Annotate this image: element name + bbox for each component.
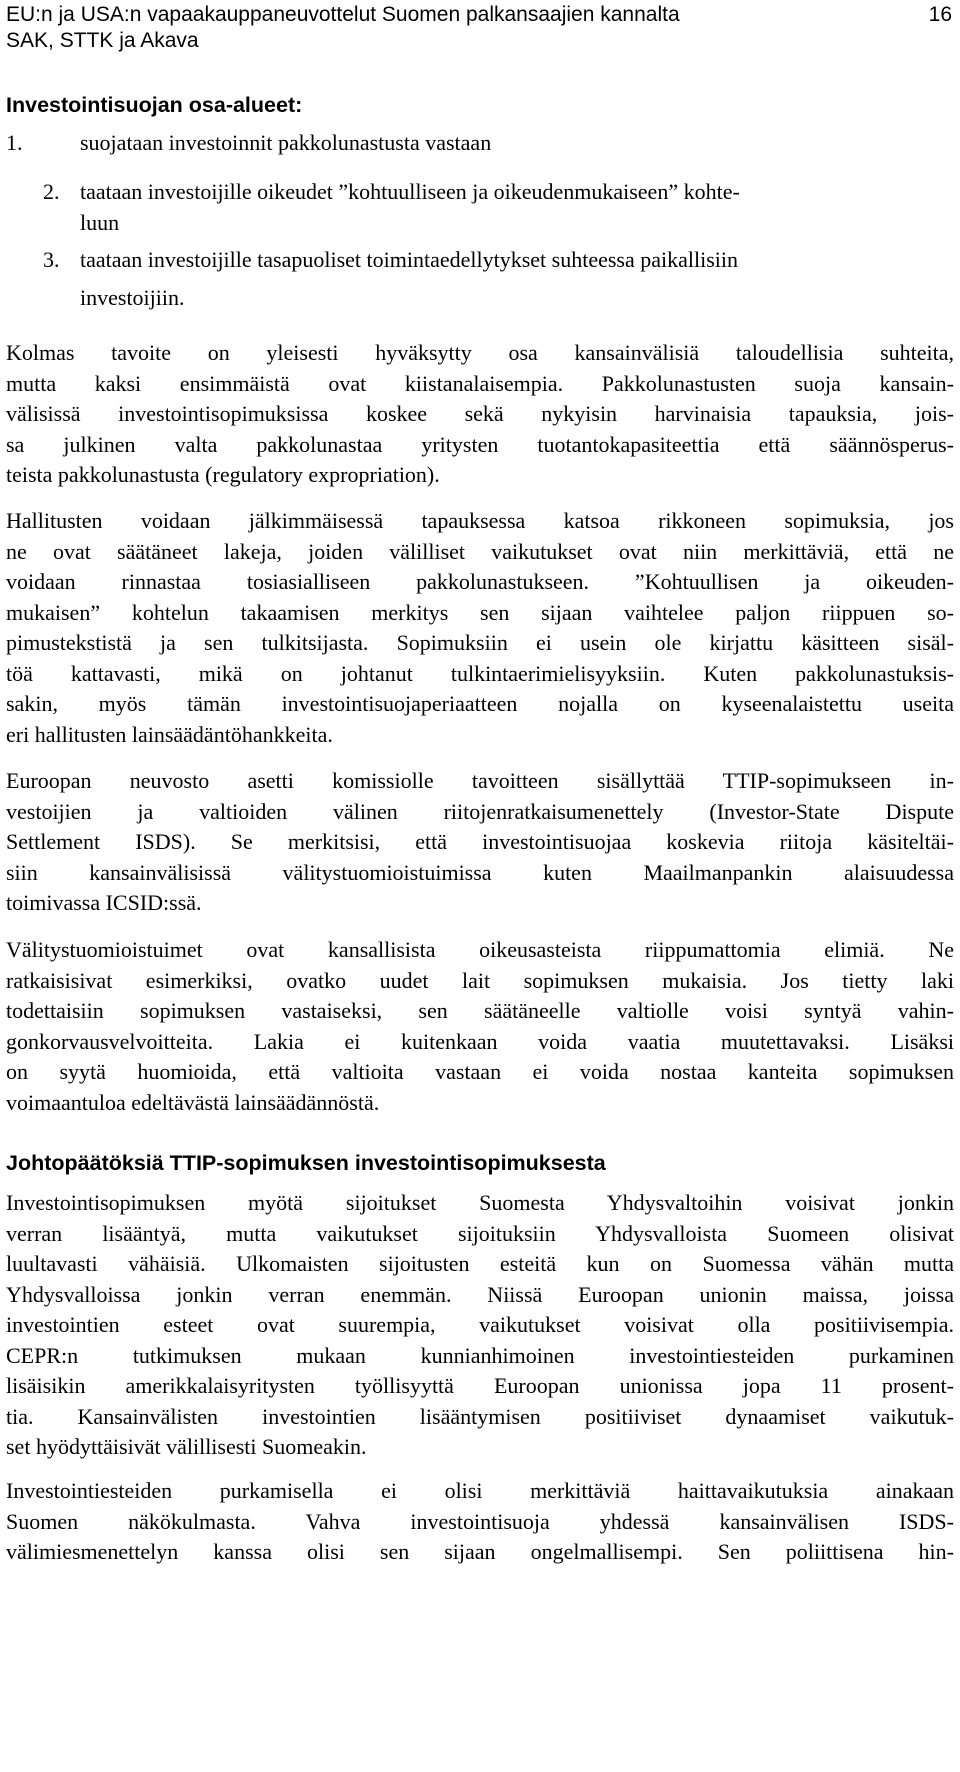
text-line: lisäisikin amerikkalaisyritysten työllisyyttä Euroopan unionissa jopa 11 prosent- [6,1373,954,1398]
text-line: sa julkinen valta pakkolunastaa yritysten tuotantokapasiteettia että säännösperus- [6,431,954,457]
header-organizations: SAK, STTK ja Akava [6,29,199,52]
text-line: verran lisääntyä, mutta vaikutukset sijoituksiin Yhdysvalloista Suomeen olisivat [6,1220,954,1246]
page-number: 16 [928,3,952,26]
text-line: Hallitusten voidaan jälkimmäisessä tapauksessa katsoa rikkoneen sopimuksia, jos [6,508,954,533]
text-line: tia. Kansainvälisten investointien lisääntymisen positiiviset dynaamiset vaikutuk- [6,1403,954,1429]
text-line: siin kansainvälisissä välitystuomioistuimissa kuten Maailmanpankin alaisuudessa [6,859,954,885]
text-line: investointien esteet ovat suurempia, vaikutukset voisivat olla positiivisempia. [6,1312,954,1337]
paragraph [6,1476,954,1568]
list-item-text: suojataan investoinnit pakkolunastusta vastaan [80,130,492,155]
section-heading-investment-protection: Investointisuojan osa-alueet: [6,93,303,117]
text-line: gonkorvausvelvoitteita. Lakia ei kuitenkaan voida vaatia muutettavaksi. Lisäksi [6,1028,954,1054]
list-item [43,177,740,208]
paragraph [6,935,954,1118]
list-item [43,245,738,276]
text-line: eri hallitusten lainsäädäntöhankkeita. [6,721,333,747]
text-line: mukaisen” kohtelun takaamisen merkitys sen sijaan vaihtelee paljon riippuen so- [6,599,954,625]
text-line: mutta kaksi ensimmäistä ovat kiistanalaisempia. Pakkolunastusten suoja kansain- [6,370,954,396]
text-line: Investointisopimuksen myötä sijoitukset Suomesta Yhdysvaltoihin voisivat jonkin [6,1190,954,1215]
section-heading-conclusions: Johtopäätöksiä TTIP-sopimuksen investointisopimuksesta [6,1151,606,1175]
text-line: Investointiesteiden purkamisella ei olisi merkittäviä haittavaikutuksia ainakaan [6,1478,954,1503]
list-item-text: taataan investoijille tasapuoliset toimintaedellytykset suhteessa paikallisiin [80,247,739,272]
text-line: on syytä huomioida, että valtioita vastaan ei voida nostaa kanteita sopimuksen [6,1059,954,1084]
text-line: Euroopan neuvosto asetti komissiolle tavoitteen sisällyttää TTIP-sopimukseen in- [6,768,954,793]
text-line: luultavasti vähäisiä. Ulkomaisten sijoitusten esteitä kun on Suomessa vähän mutta [6,1251,954,1276]
list-item-text: taataan investoijille oikeudet ”kohtuulliseen ja oikeudenmukaiseen” kohte- [80,179,740,204]
paragraph [6,338,954,491]
list-item-continuation: luun [80,210,120,235]
text-line: voidaan rinnastaa tosiasialliseen pakkolunastukseen. ”Kohtuullisen ja oikeuden- [6,569,954,594]
text-line: vestoijien ja valtioiden välinen riitojenratkaisumenettely (Investor-State Dispute [6,798,954,824]
paragraph [6,766,954,919]
text-line: välimiesmenettelyn kanssa olisi sen sijaan ongelmallisempi. Sen poliittisena hin- [6,1539,954,1564]
page-header [6,2,946,54]
text-line: Välitystuomioistuimet ovat kansallisista oikeusasteista riippumattomia elimiä. Ne [6,937,954,962]
list-item-continuation: investoijiin. [80,285,185,310]
text-line: toimivassa ICSID:ssä. [6,890,202,915]
text-line: Kolmas tavoite on yleisesti hyväksytty osa kansainvälisiä taloudellisia suhteita, [6,340,954,365]
text-line: CEPR:n tutkimuksen mukaan kunnianhimoinen investointiesteiden purkaminen [6,1342,954,1368]
text-line: ne ovat säätäneet lakeja, joiden välilliset vaikutukset ovat niin merkittäviä, että ne [6,538,954,564]
list-item-number: 1. [6,130,23,155]
text-line: Settlement ISDS). Se merkitsisi, että investointisuojaa koskevia riitoja käsiteltäi- [6,829,954,854]
text-line: pimustekstistä ja sen tulkitsijasta. Sopimuksiin ei usein ole kirjattu käsitteen sisäl- [6,630,954,655]
text-line: ratkaisisivat esimerkiksi, ovatko uudet lait sopimuksen mukaisia. Jos tietty laki [6,967,954,993]
text-line: töä kattavasti, mikä on johtanut tulkintaerimielisyyksiin. Kuten pakkolunastuksis- [6,660,954,686]
list-item-number: 3. [43,247,60,272]
text-line: voimaantuloa edeltävästä lainsäädännöstä. [6,1089,380,1115]
text-line: todettaisiin sopimuksen vastaiseksi, sen säätäneelle valtiolle voisi syntyä vahin- [6,998,954,1023]
text-line: teista pakkolunastusta (regulatory expropriation). [6,462,440,487]
paragraph [6,506,954,750]
text-line: sakin, myös tämän investointisuojaperiaatteen nojalla on kyseenalaistettu useita [6,691,954,716]
text-line: Suomen näkökulmasta. Vahva investointisuoja yhdessä kansainvälisen ISDS- [6,1508,954,1534]
header-title: EU:n ja USA:n vapaakauppaneuvottelut Suomen palkansaajien kannalta [6,3,680,26]
paragraph [6,1188,954,1463]
text-line: set hyödyttäisivät välillisesti Suomeakin. [6,1434,367,1459]
list-item-number: 2. [43,179,60,204]
text-line: välisissä investointisopimuksissa koskee sekä nykyisin harvinaisia tapauksia, jois- [6,401,954,426]
list-item [6,128,491,159]
text-line: Yhdysvalloissa jonkin verran enemmän. Niissä Euroopan unionin maissa, joissa [6,1281,954,1307]
